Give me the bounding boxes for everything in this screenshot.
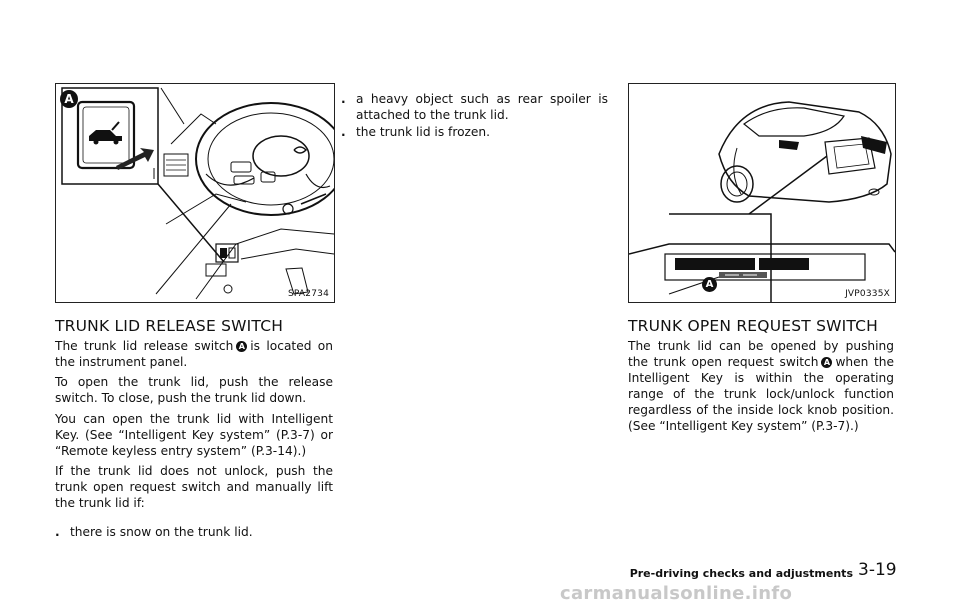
paragraph-text: when the Intelligent Key is within the operating range of the trunk lock/unlock function regardless of the inside lock knob position. (See “Intelligent Key system” (P.3-7).) xyxy=(628,355,894,433)
bullet-text: a heavy object such as rear spoiler is attached to the trunk lid. xyxy=(356,92,608,122)
figure-label-a-icon: A xyxy=(60,90,78,108)
paragraph-open-close: To open the trunk lid, push the release switch. To close, push the trunk lid down. xyxy=(55,375,333,405)
figure-caption: JVP0335X xyxy=(845,289,890,299)
paragraph-text: is located on the instrument panel. xyxy=(55,339,333,369)
figure-label-a-icon: A xyxy=(702,277,717,292)
paragraph-text: The trunk lid release switch xyxy=(55,339,234,353)
marker-a-icon: A xyxy=(236,341,247,352)
paragraph-open-request xyxy=(628,338,894,434)
paragraph-switch-location xyxy=(55,338,333,370)
figure-caption: SPA2734 xyxy=(287,289,329,299)
trunk-release-figure xyxy=(55,83,335,303)
watermark: carmanualsonline.info xyxy=(560,583,793,604)
bullet-item xyxy=(55,524,333,540)
bullet-dot-icon: . xyxy=(341,92,346,106)
bullet-dot-icon: . xyxy=(55,525,60,539)
heading-trunk-open-request-switch: TRUNK OPEN REQUEST SWITCH xyxy=(628,317,879,335)
paragraph-text: The trunk lid can be opened by pushing the trunk open request switch xyxy=(628,339,894,369)
heading-trunk-lid-release-switch: TRUNK LID RELEASE SWITCH xyxy=(55,317,284,335)
bullet-text: there is snow on the trunk lid. xyxy=(70,525,253,539)
bullet-item xyxy=(341,124,608,140)
page-number: 3-19 xyxy=(858,560,897,580)
bullet-item xyxy=(341,91,608,123)
bullet-text: the trunk lid is frozen. xyxy=(356,125,491,139)
footer-section-title: Pre-driving checks and adjustments xyxy=(629,567,853,580)
marker-a-icon: A xyxy=(821,357,832,368)
trunk-open-request-figure xyxy=(628,83,896,303)
paragraph-intelligent-key: You can open the trunk lid with Intelligent Key. (See “Intelligent Key system” (P.3-7) or “Remote keyless entry system” (P.3-14).) xyxy=(55,412,333,458)
instrument-panel-illustration xyxy=(56,84,334,302)
car-rear-illustration xyxy=(629,84,895,302)
paragraph-does-not-unlock: If the trunk lid does not unlock, push the trunk open request switch and manually lift the trunk lid if: xyxy=(55,464,333,510)
bullet-dot-icon: . xyxy=(341,125,346,139)
